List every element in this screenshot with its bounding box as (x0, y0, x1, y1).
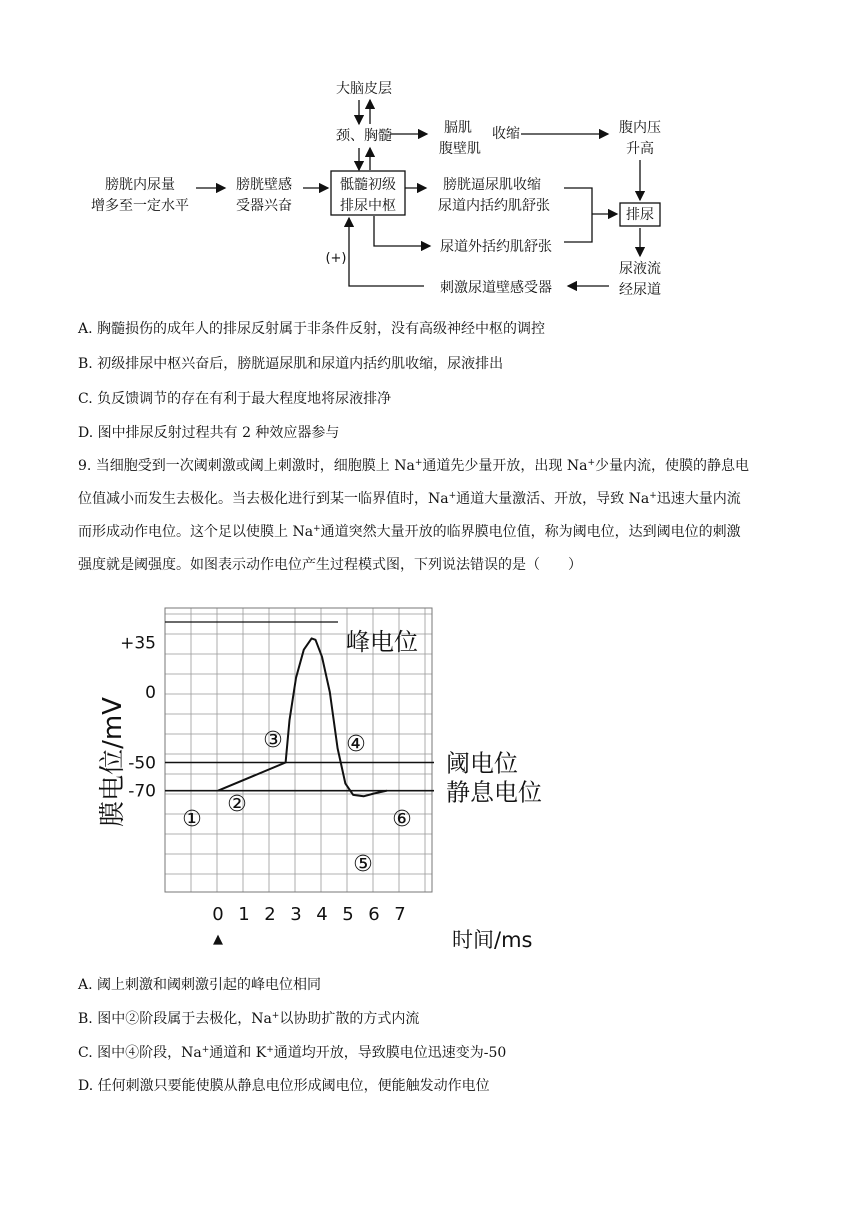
urination-reflex-diagram (0, 0, 860, 305)
label-plus: (+) (325, 251, 347, 266)
q8-option-b: B. 初级排尿中枢兴奋后，膀胱逼尿肌和尿道内括约肌收缩，尿液排出 (78, 356, 504, 372)
label-abdominal-wall: 腹壁肌 (439, 141, 481, 157)
label-center-2: 排尿中枢 (340, 198, 396, 214)
x-tick-label: 5 (342, 904, 354, 925)
q8-option-a: A. 胸髓损伤的成年人的排尿反射属于非条件反射，没有高级神经中枢的调控 (78, 321, 546, 337)
x-tick-label: 4 (316, 904, 328, 925)
y-tick-label: -70 (128, 781, 156, 802)
stage-label: ① (182, 807, 202, 832)
label-receptor-2: 受器兴奋 (236, 198, 292, 214)
q9-stem (78, 450, 798, 582)
q9-option-a: A. 阈上刺激和阈刺激引起的峰电位相同 (78, 977, 322, 993)
label-bladder-volume-1: 膀胱内尿量 (105, 177, 175, 193)
label-cortex: 大脑皮层 (336, 81, 392, 97)
peak-label: 峰电位 (346, 628, 418, 656)
y-axis-title: 膜电位/mV (98, 697, 128, 827)
label-bladder-volume-2: 增多至一定水平 (91, 198, 189, 214)
label-urine-flow-1: 尿液流 (619, 261, 661, 277)
q9-option-b: B. 图中②阶段属于去极化，Na+以协助扩散的方式内流 (78, 1011, 420, 1027)
resting-label: 静息电位 (446, 778, 542, 807)
q9-line-2: 位值减小而发生去极化。当去极化进行到某一临界值时，Na+通道大量激活、开放，导致 Na+迅速大量内流 (78, 491, 741, 507)
y-tick-label: 0 (145, 683, 156, 703)
label-urine-flow-2: 经尿道 (619, 282, 661, 298)
label-external-sphincter: 尿道外括约肌舒张 (440, 239, 552, 255)
stage-label: ④ (346, 732, 366, 757)
label-center-1: 骶髓初级 (340, 177, 396, 193)
label-diaphragm: 膈肌 (444, 120, 472, 136)
label-cervical-thoracic: 颈、胸髓 (336, 128, 392, 144)
label-contract: 收缩 (492, 126, 520, 142)
x-axis-title: 时间/ms (452, 928, 533, 952)
stage-label: ⑥ (392, 807, 412, 832)
q8-option-d: D. 图中排尿反射过程共有 2 种效应器参与 (78, 425, 340, 441)
threshold-label: 阈电位 (446, 749, 518, 778)
y-tick-label: +35 (120, 633, 156, 654)
label-stimulate: 刺激尿道壁感受器 (440, 280, 552, 296)
label-receptor-1: 膀胱壁感 (236, 177, 292, 193)
q9-line-1: 9. 当细胞受到一次阈刺激或阈上刺激时，细胞膜上 Na+通道先少量开放，出现 Na+少量内流，使膜的静息电 (78, 458, 749, 474)
label-abd-pressure-1: 腹内压 (619, 120, 661, 136)
label-abd-pressure-2: 升高 (626, 141, 654, 157)
label-detrusor-1: 膀胱逼尿肌收缩 (443, 177, 541, 193)
label-detrusor-2: 尿道内括约肌舒张 (438, 198, 550, 214)
x-tick-label: 1 (238, 904, 250, 925)
action-potential-chart (0, 600, 860, 960)
x-tick-label: 0 (212, 904, 224, 925)
stage-label: ② (227, 792, 247, 817)
stage-label: ⑤ (353, 852, 373, 877)
q9-option-c: C. 图中④阶段，Na+通道和 K+通道均开放，导致膜电位迅速变为-50 (78, 1045, 507, 1061)
x-tick-label: 6 (368, 904, 380, 925)
q9-line-3: 而形成动作电位。这个足以使膜上 Na+通道突然大量开放的临界膜电位值，称为阈电位，达到阈电位的刺激 (78, 524, 741, 540)
stage-label: ③ (263, 728, 283, 753)
q8-option-c: C. 负反馈调节的存在有利于最大程度地将尿液排净 (78, 391, 392, 407)
x-tick-label: 3 (290, 904, 302, 925)
q9-line-4: 强度就是阈强度。如图表示动作电位产生过程模式图，下列说法错误的是（ ） (78, 557, 582, 573)
stimulus-marker-icon: ▲ (213, 932, 223, 947)
x-tick-label: 2 (264, 904, 276, 925)
label-urination: 排尿 (626, 207, 654, 223)
q9-option-d: D. 任何刺激只要能使膜从静息电位形成阈电位，便能触发动作电位 (78, 1078, 490, 1094)
y-tick-label: -50 (128, 753, 156, 774)
x-tick-label: 7 (394, 904, 406, 925)
